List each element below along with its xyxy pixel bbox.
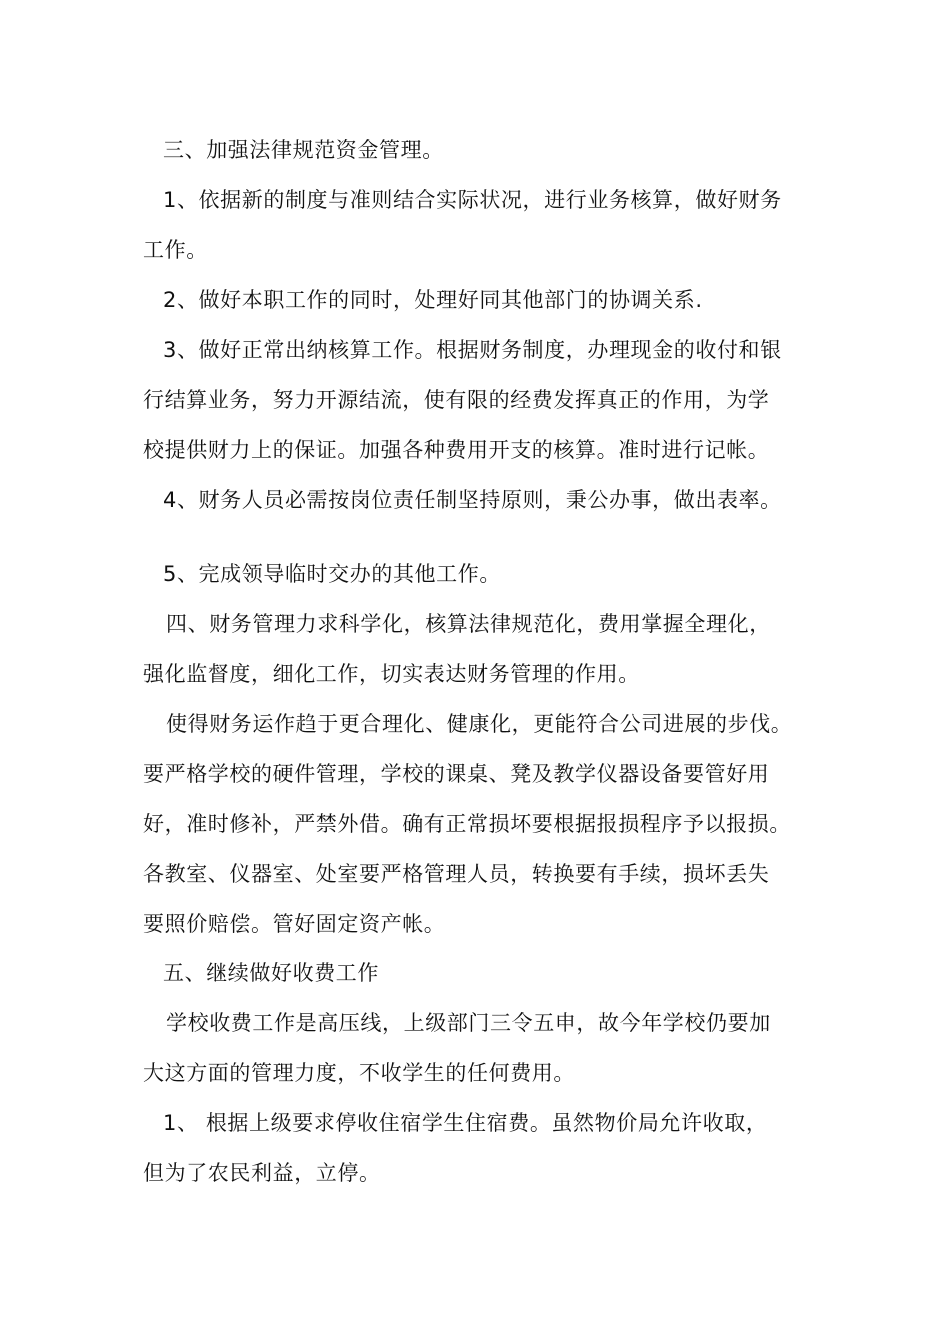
paragraph-line: 强化监督度，细化工作，切实表达财务管理的作用。: [143, 662, 640, 686]
paragraph-line: 要照价赔偿。管好固定资产帐。: [143, 912, 446, 936]
paragraph-line: 好，准时修补，严禁外借。确有正常损坏要根据报损程序予以报损。: [143, 812, 791, 836]
paragraph-line: 工作。: [143, 238, 208, 262]
paragraph-line: 要严格学校的硬件管理，学校的课桌、凳及教学仪器设备要管好用: [143, 762, 770, 786]
paragraph-line: 1、 根据上级要求停收住宿学生住宿费。虽然物价局允许收取，: [163, 1111, 768, 1135]
paragraph-line: 大这方面的管理力度，不收学生的任何费用。: [143, 1061, 575, 1085]
paragraph-line: 1、依据新的制度与准则结合实际状况，进行业务核算，做好财务: [163, 188, 782, 212]
paragraph-line: 校提供财力上的保证。加强各种费用开支的核算。准时进行记帐。: [143, 438, 770, 462]
paragraph-line: 行结算业务，努力开源结流，使有限的经费发挥真正的作用，为学: [143, 388, 770, 412]
paragraph-line: 使得财务运作趋于更合理化、健康化，更能符合公司进展的步伐。: [166, 712, 793, 736]
paragraph-line: 各教室、仪器室、处室要严格管理人员，转换要有手续，损坏丢失: [143, 862, 770, 886]
paragraph-line: 4、财务人员必需按岗位责任制坚持原则，秉公办事，做出表率。: [163, 488, 782, 512]
paragraph-line: 3、做好正常出纳核算工作。根据财务制度，办理现金的收付和银: [163, 338, 782, 362]
section-heading-5: 五、继续做好收费工作: [163, 961, 379, 985]
paragraph-line: 5、完成领导临时交办的其他工作。: [163, 562, 501, 586]
section-heading-3: 三、加强法律规范资金管理。: [163, 138, 444, 162]
paragraph-line: 2、做好本职工作的同时，处理好同其他部门的协调关系.: [163, 288, 703, 312]
section-heading-4: 四、财务管理力求科学化，核算法律规范化，费用掌握全理化，: [166, 612, 771, 636]
paragraph-line: 学校收费工作是高压线，上级部门三令五申，故今年学校仍要加: [166, 1011, 771, 1035]
paragraph-line: 但为了农民利益，立停。: [143, 1161, 381, 1185]
